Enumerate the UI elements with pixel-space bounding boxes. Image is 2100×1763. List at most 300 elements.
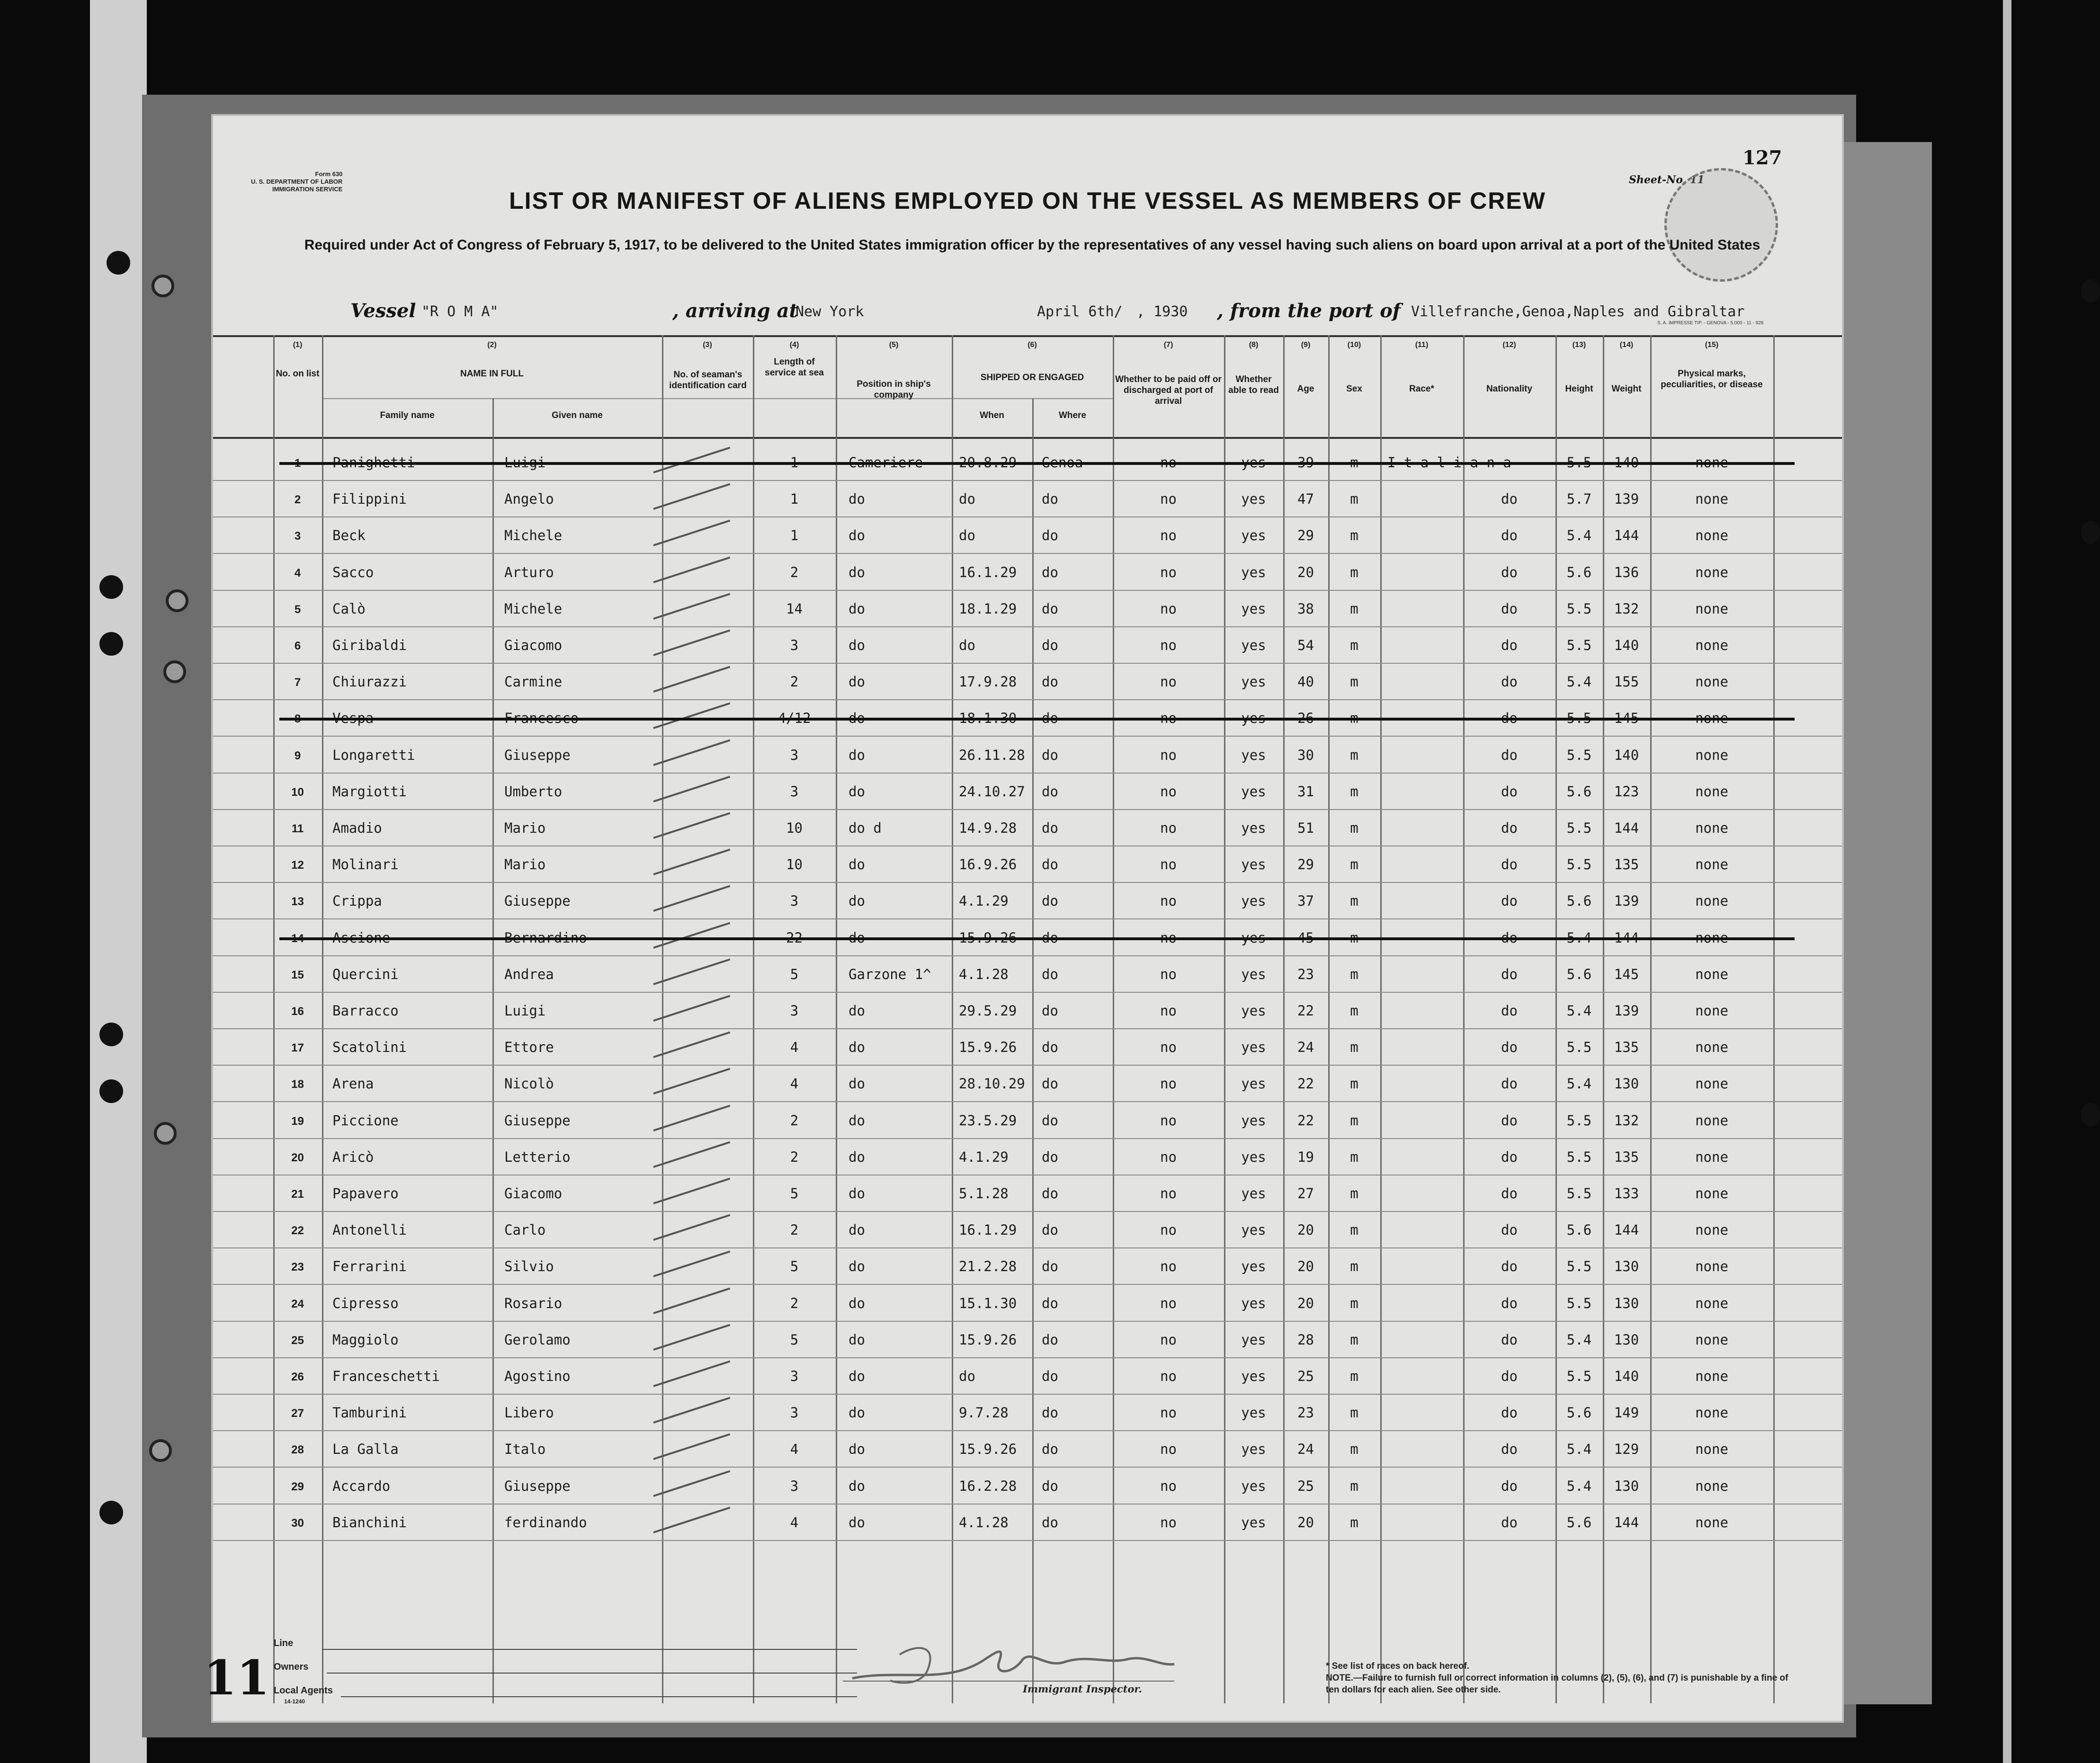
header-length-service: Length of service at sea bbox=[765, 357, 824, 378]
cell-height: 5.6 bbox=[1566, 1222, 1592, 1238]
cell-weight: 130 bbox=[1614, 1258, 1639, 1274]
cell-sex: m bbox=[1350, 527, 1358, 543]
cell-paid: no bbox=[1160, 710, 1177, 726]
cell-when: 17.9.28 bbox=[959, 674, 1017, 690]
table-row bbox=[213, 1065, 1842, 1102]
cell-where: Genoa bbox=[1042, 454, 1083, 471]
cell-read: yes bbox=[1241, 1039, 1266, 1055]
official-stamp bbox=[1664, 168, 1778, 282]
cell-position: do bbox=[849, 1258, 865, 1274]
cell-weight: 133 bbox=[1614, 1185, 1639, 1202]
id-card-check-mark bbox=[653, 739, 730, 766]
id-card-check-mark bbox=[653, 1068, 730, 1095]
row-rule bbox=[213, 1540, 1842, 1541]
cell-given: Michele bbox=[504, 527, 563, 543]
manifest-title: LIST OR MANIFEST OF ALIENS EMPLOYED ON THE VESSEL AS MEMBERS OF CREW bbox=[509, 187, 1546, 214]
cell-height: 5.5 bbox=[1566, 454, 1592, 471]
cell-nationality: do bbox=[1501, 966, 1518, 982]
cell-when: 28.10.29 bbox=[959, 1076, 1025, 1092]
cell-age: 22 bbox=[1297, 1003, 1314, 1019]
cell-height: 5.4 bbox=[1566, 1332, 1592, 1348]
cell-when: do bbox=[959, 527, 975, 543]
cell-service: 4 bbox=[790, 1076, 799, 1092]
cell-age: 20 bbox=[1297, 1258, 1314, 1274]
cell-position: Garzone 1^ bbox=[849, 966, 931, 982]
column-number: (12) bbox=[1502, 341, 1516, 349]
column-number: (2) bbox=[487, 341, 497, 349]
table-row bbox=[213, 1211, 1842, 1248]
cell-weight: 123 bbox=[1614, 784, 1639, 800]
column-number: (14) bbox=[1619, 341, 1634, 349]
cell-position: do d bbox=[849, 820, 882, 836]
cell-age: 23 bbox=[1297, 966, 1314, 982]
cell-paid: no bbox=[1160, 930, 1177, 946]
binder-hole-icon bbox=[107, 251, 130, 275]
cell-weight: 139 bbox=[1614, 893, 1639, 909]
column-number: (8) bbox=[1249, 341, 1259, 349]
cell-service: 3 bbox=[790, 637, 799, 653]
cell-read: yes bbox=[1241, 527, 1266, 543]
table-row bbox=[213, 956, 1842, 992]
cell-family: Franceschetti bbox=[332, 1368, 440, 1384]
cell-sex: m bbox=[1350, 601, 1358, 617]
cell-position: do bbox=[849, 674, 865, 690]
cell-age: 29 bbox=[1297, 527, 1314, 543]
cell-age: 26 bbox=[1297, 710, 1314, 726]
binder-hole-icon bbox=[99, 1079, 123, 1103]
arriving-port: New York bbox=[795, 303, 864, 320]
footer-line-rule bbox=[322, 1649, 857, 1650]
binder-hole-icon bbox=[99, 632, 123, 656]
cell-marks: none bbox=[1695, 856, 1728, 873]
cell-given: Gerolamo bbox=[504, 1332, 571, 1348]
cell-nationality: do bbox=[1501, 1003, 1518, 1019]
cell-age: 25 bbox=[1297, 1368, 1314, 1384]
id-card-check-mark bbox=[653, 1507, 730, 1533]
cell-paid: no bbox=[1160, 1295, 1177, 1311]
table-row bbox=[213, 1029, 1842, 1065]
cell-marks: none bbox=[1695, 1039, 1728, 1055]
cell-paid: no bbox=[1160, 747, 1177, 763]
cell-weight: 140 bbox=[1614, 637, 1639, 653]
cell-family: Longaretti bbox=[332, 747, 415, 763]
cell-age: 29 bbox=[1297, 856, 1314, 873]
cell-height: 5.5 bbox=[1566, 1039, 1592, 1055]
cell-read: yes bbox=[1241, 1478, 1266, 1494]
cell-nationality: do bbox=[1501, 747, 1518, 763]
cell-position: do bbox=[849, 1514, 865, 1531]
cell-weight: 155 bbox=[1614, 674, 1639, 690]
cell-nationality: do bbox=[1501, 893, 1518, 909]
cell-service: 3 bbox=[790, 1405, 799, 1421]
cell-nationality: do bbox=[1501, 820, 1518, 836]
table-row bbox=[213, 992, 1842, 1029]
header-able-read: Whether able to read bbox=[1228, 374, 1279, 395]
cell-service: 3 bbox=[790, 747, 799, 763]
footer-note-races: * See list of races on back hereof. bbox=[1326, 1661, 1470, 1671]
cell-marks: none bbox=[1695, 1514, 1728, 1531]
cell-family: Giribaldi bbox=[332, 637, 407, 653]
cell-sex: m bbox=[1350, 1258, 1358, 1274]
cell-where: do bbox=[1042, 710, 1058, 726]
cell-weight: 140 bbox=[1614, 1368, 1639, 1384]
cell-no: 12 bbox=[291, 859, 304, 872]
cell-family: Cipresso bbox=[332, 1295, 399, 1311]
cell-sex: m bbox=[1350, 1185, 1358, 1202]
vessel-label: Vessel bbox=[350, 300, 416, 322]
cell-given: Letterio bbox=[504, 1149, 571, 1165]
cell-sex: m bbox=[1350, 564, 1358, 580]
column-number: (10) bbox=[1347, 341, 1361, 349]
id-card-check-mark bbox=[653, 1288, 730, 1314]
cell-no: 3 bbox=[294, 530, 301, 543]
cell-height: 5.5 bbox=[1566, 1113, 1592, 1129]
cell-when: 14.9.28 bbox=[959, 820, 1017, 836]
cell-height: 5.5 bbox=[1566, 747, 1592, 763]
cell-height: 5.5 bbox=[1566, 601, 1592, 617]
cell-no: 25 bbox=[291, 1334, 304, 1347]
cell-family: Papavero bbox=[332, 1185, 399, 1202]
cell-paid: no bbox=[1160, 491, 1177, 507]
cell-service: 2 bbox=[790, 564, 799, 580]
cell-given: Italo bbox=[504, 1441, 546, 1457]
binder-hole-icon bbox=[2081, 521, 2100, 544]
cell-nationality: do bbox=[1501, 1295, 1518, 1311]
cell-height: 5.5 bbox=[1566, 1149, 1592, 1165]
cell-where: do bbox=[1042, 1405, 1058, 1421]
cell-paid: no bbox=[1160, 1113, 1177, 1129]
cell-family: Calò bbox=[332, 601, 366, 617]
cell-marks: none bbox=[1695, 747, 1728, 763]
id-card-check-mark bbox=[653, 447, 730, 473]
cell-service: 10 bbox=[786, 856, 803, 873]
table-row bbox=[213, 517, 1842, 553]
cell-age: 19 bbox=[1297, 1149, 1314, 1165]
id-card-check-mark bbox=[653, 885, 730, 912]
cell-sex: m bbox=[1350, 930, 1358, 946]
cell-weight: 130 bbox=[1614, 1332, 1639, 1348]
sheet-value: 11 bbox=[1689, 174, 1705, 186]
table-row bbox=[213, 700, 1842, 736]
cell-family: Piccione bbox=[332, 1113, 399, 1129]
cell-marks: none bbox=[1695, 710, 1728, 726]
cell-age: 45 bbox=[1297, 930, 1314, 946]
cell-given: Umberto bbox=[504, 784, 563, 800]
cell-when: 18.1.29 bbox=[959, 601, 1017, 617]
cell-height: 5.5 bbox=[1566, 856, 1592, 873]
cell-read: yes bbox=[1241, 1185, 1266, 1202]
cell-height: 5.5 bbox=[1566, 820, 1592, 836]
form-number: Form 630 bbox=[315, 170, 343, 178]
cell-nationality: do bbox=[1501, 1514, 1518, 1531]
cell-where: do bbox=[1042, 1039, 1058, 1055]
cell-family: Vespa bbox=[332, 710, 374, 726]
column-number: (3) bbox=[703, 341, 712, 349]
cell-no: 8 bbox=[294, 712, 301, 725]
column-number: (5) bbox=[889, 341, 899, 349]
cell-nationality: do bbox=[1501, 1076, 1518, 1092]
cell-service: 2 bbox=[790, 1149, 799, 1165]
cell-sex: m bbox=[1350, 1076, 1358, 1092]
id-card-check-mark bbox=[653, 1251, 730, 1277]
cell-age: 51 bbox=[1297, 820, 1314, 836]
cell-height: 5.5 bbox=[1566, 1185, 1592, 1202]
department-name: U. S. DEPARTMENT OF LABOR bbox=[251, 178, 343, 185]
cell-no: 17 bbox=[291, 1042, 304, 1054]
cell-paid: no bbox=[1160, 1405, 1177, 1421]
cell-when: 4.1.28 bbox=[959, 1514, 1009, 1531]
cell-read: yes bbox=[1241, 601, 1266, 617]
cell-paid: no bbox=[1160, 1003, 1177, 1019]
cell-weight: 139 bbox=[1614, 1003, 1639, 1019]
manifest-page bbox=[204, 116, 1842, 1721]
column-number: (1) bbox=[293, 341, 303, 349]
row-strikethrough bbox=[279, 462, 1795, 465]
cell-paid: no bbox=[1160, 1149, 1177, 1165]
table-row bbox=[213, 1175, 1842, 1211]
cell-position: do bbox=[849, 1295, 865, 1311]
cell-given: Carmine bbox=[504, 674, 563, 690]
cell-service: 4 bbox=[790, 1441, 799, 1457]
cell-no: 20 bbox=[291, 1151, 304, 1164]
cell-when: 9.7.28 bbox=[959, 1405, 1009, 1421]
cell-where: do bbox=[1042, 1222, 1058, 1238]
cell-nationality: do bbox=[1501, 1368, 1518, 1384]
cell-given: ferdinando bbox=[504, 1514, 587, 1531]
id-card-check-mark bbox=[653, 1434, 730, 1460]
cell-height: 5.6 bbox=[1566, 784, 1592, 800]
cell-weight: 145 bbox=[1614, 966, 1639, 982]
header-given-name: Given name bbox=[552, 410, 603, 420]
cell-read: yes bbox=[1241, 674, 1266, 690]
cell-read: yes bbox=[1241, 1441, 1266, 1457]
cell-marks: none bbox=[1695, 637, 1728, 653]
cell-height: 5.4 bbox=[1566, 1441, 1592, 1457]
cell-marks: none bbox=[1695, 1222, 1728, 1238]
cell-service: 3 bbox=[790, 893, 799, 909]
cell-nationality: do bbox=[1501, 1441, 1518, 1457]
cell-paid: no bbox=[1160, 856, 1177, 873]
cell-position: do bbox=[849, 856, 865, 873]
cell-read: yes bbox=[1241, 930, 1266, 946]
table-row bbox=[213, 444, 1842, 481]
column-number: (13) bbox=[1572, 341, 1586, 349]
cell-no: 11 bbox=[291, 822, 304, 835]
cell-height: 5.4 bbox=[1566, 930, 1592, 946]
header-race: Race* bbox=[1409, 384, 1434, 394]
cell-no: 15 bbox=[291, 969, 304, 981]
cell-family: Chiurazzi bbox=[332, 674, 407, 690]
cell-position: do bbox=[849, 637, 865, 653]
table-row bbox=[213, 1248, 1842, 1284]
cell-marks: none bbox=[1695, 674, 1728, 690]
cell-sex: m bbox=[1350, 454, 1358, 471]
cell-height: 5.6 bbox=[1566, 893, 1592, 909]
cell-read: yes bbox=[1241, 564, 1266, 580]
cell-when: 4.1.29 bbox=[959, 1149, 1009, 1165]
cell-sex: m bbox=[1350, 784, 1358, 800]
cell-where: do bbox=[1042, 1258, 1058, 1274]
cell-weight: 132 bbox=[1614, 1113, 1639, 1129]
cell-weight: 139 bbox=[1614, 491, 1639, 507]
cell-marks: none bbox=[1695, 1332, 1728, 1348]
cell-position: do bbox=[849, 1003, 865, 1019]
id-card-check-mark bbox=[653, 1105, 730, 1131]
cell-position: do bbox=[849, 1185, 865, 1202]
cell-weight: 135 bbox=[1614, 1039, 1639, 1055]
cell-where: do bbox=[1042, 527, 1058, 543]
cell-read: yes bbox=[1241, 856, 1266, 873]
cell-height: 5.5 bbox=[1566, 1295, 1592, 1311]
cell-given: Mario bbox=[504, 820, 546, 836]
cell-read: yes bbox=[1241, 1222, 1266, 1238]
cell-paid: no bbox=[1160, 1368, 1177, 1384]
cell-height: 5.6 bbox=[1566, 1514, 1592, 1531]
table-row bbox=[213, 810, 1842, 846]
cell-family: Amadio bbox=[332, 820, 382, 836]
id-card-check-mark bbox=[653, 1032, 730, 1058]
cell-marks: none bbox=[1695, 784, 1728, 800]
table-row bbox=[213, 663, 1842, 700]
cell-when: 15.9.26 bbox=[959, 930, 1017, 946]
cell-age: 54 bbox=[1297, 637, 1314, 653]
cell-paid: no bbox=[1160, 1222, 1177, 1238]
table-row bbox=[213, 481, 1842, 517]
cell-sex: m bbox=[1350, 1332, 1358, 1348]
cell-service: 1 bbox=[790, 491, 799, 507]
from-ports: Villefranche,Genoa,Naples and Gibraltar bbox=[1411, 303, 1745, 320]
cell-given: Giuseppe bbox=[504, 893, 571, 909]
inspector-rule bbox=[843, 1681, 1174, 1682]
vessel-name: "R O M A" bbox=[421, 303, 499, 320]
cell-position: do bbox=[849, 1441, 865, 1457]
cell-weight: 135 bbox=[1614, 1149, 1639, 1165]
cell-sex: m bbox=[1350, 1149, 1358, 1165]
cell-family: Scatolini bbox=[332, 1039, 407, 1055]
cell-no: 5 bbox=[294, 603, 301, 616]
cell-when: 4.1.29 bbox=[959, 893, 1009, 909]
cell-marks: none bbox=[1695, 1368, 1728, 1384]
cell-when: 16.2.28 bbox=[959, 1478, 1017, 1494]
header-nationality: Nationality bbox=[1486, 384, 1533, 394]
cell-family: Maggiolo bbox=[332, 1332, 399, 1348]
cell-read: yes bbox=[1241, 1405, 1266, 1421]
cell-age: 20 bbox=[1297, 1295, 1314, 1311]
cell-weight: 149 bbox=[1614, 1405, 1639, 1421]
cell-position: do bbox=[849, 930, 865, 946]
cell-given: Luigi bbox=[504, 454, 546, 471]
cell-no: 30 bbox=[291, 1517, 304, 1530]
binder-ring-icon bbox=[163, 660, 186, 683]
footer-owners-label: Owners bbox=[274, 1662, 309, 1672]
cell-service: 22 bbox=[786, 930, 803, 946]
cell-marks: none bbox=[1695, 1258, 1728, 1274]
cell-given: Agostino bbox=[504, 1368, 571, 1384]
cell-where: do bbox=[1042, 1295, 1058, 1311]
cell-service: 2 bbox=[790, 1222, 799, 1238]
cell-marks: none bbox=[1695, 930, 1728, 946]
cell-marks: none bbox=[1695, 1113, 1728, 1129]
cell-nationality: do bbox=[1501, 710, 1518, 726]
cell-read: yes bbox=[1241, 1514, 1266, 1531]
table-row bbox=[213, 1102, 1842, 1139]
cell-nationality: do bbox=[1501, 491, 1518, 507]
cell-weight: 144 bbox=[1614, 930, 1639, 946]
cell-nationality: do bbox=[1501, 1113, 1518, 1129]
id-card-check-mark bbox=[653, 520, 730, 546]
cell-given: Giacomo bbox=[504, 637, 563, 653]
cell-read: yes bbox=[1241, 1258, 1266, 1274]
table-top-rule bbox=[213, 335, 1842, 337]
arriving-label: , arriving at bbox=[672, 300, 798, 322]
cell-paid: no bbox=[1160, 966, 1177, 982]
cell-sex: m bbox=[1350, 1039, 1358, 1055]
cell-age: 23 bbox=[1297, 1405, 1314, 1421]
cell-given: Libero bbox=[504, 1405, 554, 1421]
table-row bbox=[213, 1394, 1842, 1431]
cell-no: 13 bbox=[291, 895, 304, 908]
cell-family: Accardo bbox=[332, 1478, 391, 1494]
cell-where: do bbox=[1042, 856, 1058, 873]
cell-sex: m bbox=[1350, 820, 1358, 836]
cell-marks: none bbox=[1695, 564, 1728, 580]
cell-age: 20 bbox=[1297, 564, 1314, 580]
cell-service: 3 bbox=[790, 1368, 799, 1384]
cell-read: yes bbox=[1241, 637, 1266, 653]
cell-where: do bbox=[1042, 966, 1058, 982]
cell-when: 15.1.30 bbox=[959, 1295, 1017, 1311]
cell-weight: 135 bbox=[1614, 856, 1639, 873]
cell-when: 15.9.26 bbox=[959, 1441, 1017, 1457]
id-card-check-mark bbox=[653, 1214, 730, 1241]
cell-sex: m bbox=[1350, 1514, 1358, 1531]
cell-weight: 145 bbox=[1614, 710, 1639, 726]
cell-family: Sacco bbox=[332, 564, 374, 580]
table-row bbox=[213, 1321, 1842, 1358]
header-no-on-list: No. on list bbox=[276, 369, 320, 379]
cell-sex: m bbox=[1350, 674, 1358, 690]
printer-mark: S. A. IMPRESSE TIP. - GENOVA - 5.000 - 11 - 928 bbox=[1657, 321, 1764, 326]
cell-where: do bbox=[1042, 784, 1058, 800]
cell-height: 5.4 bbox=[1566, 1003, 1592, 1019]
cell-family: Arena bbox=[332, 1076, 374, 1092]
cell-no: 21 bbox=[291, 1188, 304, 1201]
cell-given: Angelo bbox=[504, 491, 554, 507]
cell-given: Carlo bbox=[504, 1222, 546, 1238]
cell-sex: m bbox=[1350, 1003, 1358, 1019]
cell-when: do bbox=[959, 637, 975, 653]
cell-paid: no bbox=[1160, 601, 1177, 617]
cell-when: 16.1.29 bbox=[959, 564, 1017, 580]
cell-marks: none bbox=[1695, 454, 1728, 471]
cell-position: do bbox=[849, 1332, 865, 1348]
cell-no: 26 bbox=[291, 1371, 304, 1383]
cell-when: 5.1.28 bbox=[959, 1185, 1009, 1202]
cell-position: do bbox=[849, 1113, 865, 1129]
cell-given: Michele bbox=[504, 601, 563, 617]
table-row bbox=[213, 554, 1842, 590]
cell-when: 29.5.29 bbox=[959, 1003, 1017, 1019]
arrival-year: , 1930 bbox=[1136, 303, 1188, 320]
cell-paid: no bbox=[1160, 1258, 1177, 1274]
binder-ring-icon bbox=[149, 1439, 172, 1462]
cell-no: 4 bbox=[294, 567, 301, 579]
table-row bbox=[213, 919, 1842, 956]
footer-line-label: Line bbox=[274, 1638, 294, 1648]
cell-marks: none bbox=[1695, 893, 1728, 909]
cell-when: 15.9.26 bbox=[959, 1039, 1017, 1055]
cell-nationality: do bbox=[1501, 1405, 1518, 1421]
